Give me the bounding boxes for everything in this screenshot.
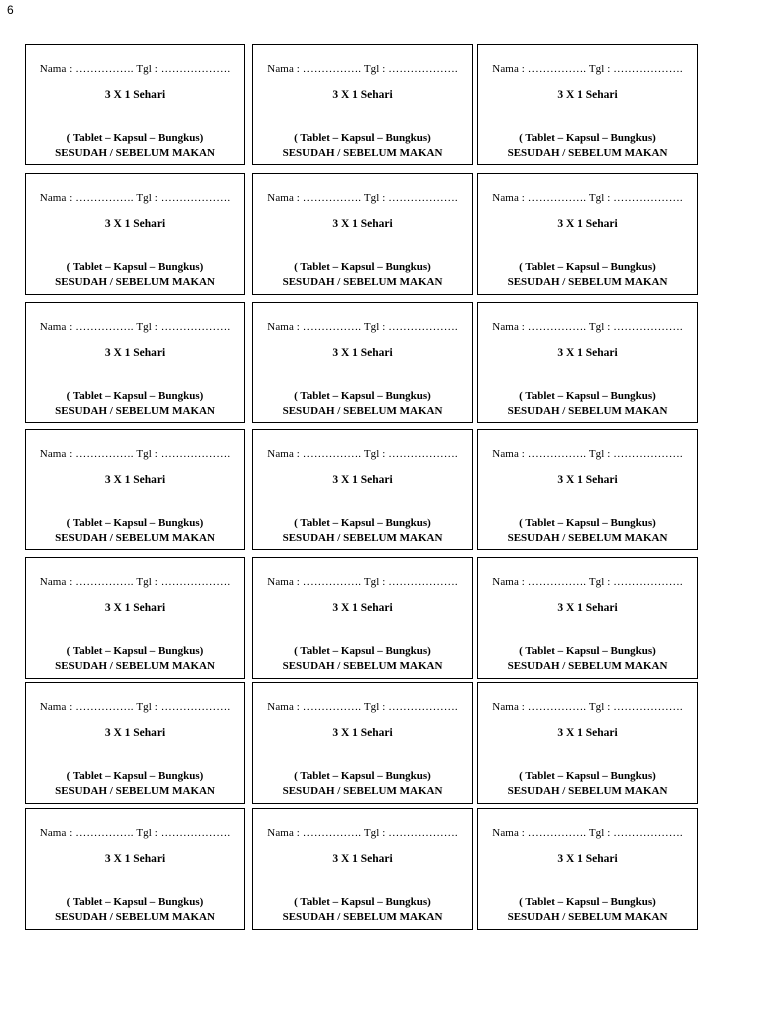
medicine-label: [25, 44, 245, 165]
meal-timing-text: SESUDAH / SEBELUM MAKAN: [55, 276, 215, 288]
date-field-label: Tgl : ……………….: [588, 192, 683, 204]
medicine-label: [477, 429, 698, 550]
name-date-line: [26, 448, 244, 460]
name-field-label: Nama : …………….: [267, 701, 362, 713]
meal-timing-text: SESUDAH / SEBELUM MAKAN: [507, 660, 668, 672]
medicine-form-text: ( Tablet – Kapsul – Bungkus): [294, 645, 431, 657]
name-date-line: [478, 321, 697, 333]
date-field-label: Tgl : ……………….: [363, 63, 458, 75]
date-field-label: Tgl : ……………….: [136, 576, 231, 588]
name-field-label: Nama : …………….: [267, 321, 362, 333]
medicine-form-text: ( Tablet – Kapsul – Bungkus): [66, 770, 204, 782]
medicine-label: [477, 44, 698, 165]
meal-timing-text: SESUDAH / SEBELUM MAKAN: [282, 911, 443, 923]
name-date-line: [26, 321, 244, 333]
dosage-text: 3 X 1 Sehari: [104, 602, 166, 614]
name-date-line: [253, 63, 472, 75]
name-field-label: Nama : …………….: [267, 63, 362, 75]
date-field-label: Tgl : ……………….: [363, 576, 458, 588]
dosage-text: 3 X 1 Sehari: [557, 853, 618, 865]
meal-timing-text: SESUDAH / SEBELUM MAKAN: [55, 911, 215, 923]
medicine-form-text: ( Tablet – Kapsul – Bungkus): [519, 261, 656, 273]
dosage-text: 3 X 1 Sehari: [332, 218, 393, 230]
name-date-line: [253, 827, 472, 839]
date-field-label: Tgl : ……………….: [363, 192, 458, 204]
name-field-label: Nama : …………….: [492, 576, 587, 588]
name-field-label: Nama : …………….: [492, 701, 587, 713]
dosage-text: 3 X 1 Sehari: [332, 347, 393, 359]
date-field-label: Tgl : ……………….: [588, 576, 683, 588]
date-field-label: Tgl : ……………….: [136, 321, 231, 333]
meal-timing-text: SESUDAH / SEBELUM MAKAN: [282, 276, 443, 288]
meal-timing-text: SESUDAH / SEBELUM MAKAN: [507, 911, 668, 923]
dosage-text: 3 X 1 Sehari: [332, 89, 393, 101]
meal-timing-text: SESUDAH / SEBELUM MAKAN: [55, 660, 215, 672]
dosage-text: 3 X 1 Sehari: [332, 602, 393, 614]
name-date-line: [478, 192, 697, 204]
medicine-label: [252, 302, 473, 423]
date-field-label: Tgl : ……………….: [136, 448, 231, 460]
meal-timing-text: SESUDAH / SEBELUM MAKAN: [507, 405, 668, 417]
meal-timing-text: SESUDAH / SEBELUM MAKAN: [55, 785, 215, 797]
meal-timing-text: SESUDAH / SEBELUM MAKAN: [507, 147, 668, 159]
meal-timing-text: SESUDAH / SEBELUM MAKAN: [282, 532, 443, 544]
medicine-label: [25, 808, 245, 930]
medicine-form-text: ( Tablet – Kapsul – Bungkus): [66, 517, 204, 529]
name-date-line: [253, 192, 472, 204]
date-field-label: Tgl : ……………….: [136, 63, 231, 75]
name-date-line: [26, 827, 244, 839]
date-field-label: Tgl : ……………….: [363, 448, 458, 460]
dosage-text: 3 X 1 Sehari: [332, 474, 393, 486]
dosage-text: 3 X 1 Sehari: [104, 474, 166, 486]
dosage-text: 3 X 1 Sehari: [557, 347, 618, 359]
name-date-line: [478, 448, 697, 460]
medicine-form-text: ( Tablet – Kapsul – Bungkus): [519, 390, 656, 402]
name-date-line: [26, 576, 244, 588]
name-field-label: Nama : …………….: [267, 827, 362, 839]
medicine-form-text: ( Tablet – Kapsul – Bungkus): [519, 770, 656, 782]
dosage-text: 3 X 1 Sehari: [557, 602, 618, 614]
medicine-form-text: ( Tablet – Kapsul – Bungkus): [519, 517, 656, 529]
medicine-form-text: ( Tablet – Kapsul – Bungkus): [66, 390, 204, 402]
date-field-label: Tgl : ……………….: [136, 192, 231, 204]
meal-timing-text: SESUDAH / SEBELUM MAKAN: [282, 147, 443, 159]
medicine-form-text: ( Tablet – Kapsul – Bungkus): [519, 132, 656, 144]
name-field-label: Nama : …………….: [39, 321, 134, 333]
medicine-label: [252, 44, 473, 165]
dosage-text: 3 X 1 Sehari: [332, 853, 393, 865]
name-field-label: Nama : …………….: [267, 448, 362, 460]
name-date-line: [478, 701, 697, 713]
name-field-label: Nama : …………….: [267, 192, 362, 204]
medicine-label: [477, 173, 698, 295]
name-field-label: Nama : …………….: [39, 192, 134, 204]
medicine-label: [25, 429, 245, 550]
date-field-label: Tgl : ……………….: [136, 827, 231, 839]
dosage-text: 3 X 1 Sehari: [104, 727, 166, 739]
name-field-label: Nama : …………….: [39, 63, 134, 75]
dosage-text: 3 X 1 Sehari: [104, 853, 166, 865]
medicine-label: [252, 173, 473, 295]
date-field-label: Tgl : ……………….: [363, 321, 458, 333]
name-field-label: Nama : …………….: [39, 448, 134, 460]
name-field-label: Nama : …………….: [492, 321, 587, 333]
dosage-text: 3 X 1 Sehari: [104, 218, 166, 230]
medicine-form-text: ( Tablet – Kapsul – Bungkus): [66, 645, 204, 657]
medicine-form-text: ( Tablet – Kapsul – Bungkus): [294, 132, 431, 144]
dosage-text: 3 X 1 Sehari: [557, 474, 618, 486]
meal-timing-text: SESUDAH / SEBELUM MAKAN: [55, 405, 215, 417]
medicine-label: [477, 557, 698, 679]
date-field-label: Tgl : ……………….: [363, 827, 458, 839]
name-date-line: [26, 701, 244, 713]
date-field-label: Tgl : ……………….: [588, 321, 683, 333]
date-field-label: Tgl : ……………….: [363, 701, 458, 713]
medicine-label: [252, 808, 473, 930]
medicine-form-text: ( Tablet – Kapsul – Bungkus): [294, 896, 431, 908]
name-field-label: Nama : …………….: [39, 576, 134, 588]
meal-timing-text: SESUDAH / SEBELUM MAKAN: [282, 785, 443, 797]
dosage-text: 3 X 1 Sehari: [104, 347, 166, 359]
name-field-label: Nama : …………….: [492, 192, 587, 204]
medicine-form-text: ( Tablet – Kapsul – Bungkus): [294, 517, 431, 529]
date-field-label: Tgl : ……………….: [588, 827, 683, 839]
meal-timing-text: SESUDAH / SEBELUM MAKAN: [507, 532, 668, 544]
name-date-line: [26, 192, 244, 204]
meal-timing-text: SESUDAH / SEBELUM MAKAN: [507, 276, 668, 288]
medicine-form-text: ( Tablet – Kapsul – Bungkus): [519, 896, 656, 908]
name-date-line: [478, 827, 697, 839]
medicine-form-text: ( Tablet – Kapsul – Bungkus): [294, 261, 431, 273]
medicine-label: [25, 682, 245, 804]
medicine-label: [25, 557, 245, 679]
dosage-text: 3 X 1 Sehari: [557, 218, 618, 230]
dosage-text: 3 X 1 Sehari: [332, 727, 393, 739]
name-date-line: [253, 576, 472, 588]
medicine-form-text: ( Tablet – Kapsul – Bungkus): [294, 390, 431, 402]
name-date-line: [478, 63, 697, 75]
date-field-label: Tgl : ……………….: [588, 701, 683, 713]
meal-timing-text: SESUDAH / SEBELUM MAKAN: [55, 532, 215, 544]
dosage-text: 3 X 1 Sehari: [104, 89, 166, 101]
medicine-label: [252, 557, 473, 679]
dosage-text: 3 X 1 Sehari: [557, 727, 618, 739]
medicine-label: [25, 302, 245, 423]
name-date-line: [253, 448, 472, 460]
name-field-label: Nama : …………….: [492, 448, 587, 460]
name-date-line: [253, 321, 472, 333]
meal-timing-text: SESUDAH / SEBELUM MAKAN: [507, 785, 668, 797]
name-date-line: [253, 701, 472, 713]
name-field-label: Nama : …………….: [492, 63, 587, 75]
name-date-line: [26, 63, 244, 75]
name-date-line: [478, 576, 697, 588]
medicine-form-text: ( Tablet – Kapsul – Bungkus): [294, 770, 431, 782]
medicine-label: [477, 808, 698, 930]
medicine-label: [252, 429, 473, 550]
name-field-label: Nama : …………….: [39, 701, 134, 713]
medicine-label: [25, 173, 245, 295]
date-field-label: Tgl : ……………….: [588, 63, 683, 75]
dosage-text: 3 X 1 Sehari: [557, 89, 618, 101]
name-field-label: Nama : …………….: [39, 827, 134, 839]
medicine-form-text: ( Tablet – Kapsul – Bungkus): [519, 645, 656, 657]
meal-timing-text: SESUDAH / SEBELUM MAKAN: [282, 660, 443, 672]
meal-timing-text: SESUDAH / SEBELUM MAKAN: [55, 147, 215, 159]
page-number: 6: [7, 3, 14, 17]
date-field-label: Tgl : ……………….: [588, 448, 683, 460]
medicine-label: [477, 682, 698, 804]
medicine-form-text: ( Tablet – Kapsul – Bungkus): [66, 896, 204, 908]
name-field-label: Nama : …………….: [492, 827, 587, 839]
medicine-label: [477, 302, 698, 423]
date-field-label: Tgl : ……………….: [136, 701, 231, 713]
medicine-form-text: ( Tablet – Kapsul – Bungkus): [66, 261, 204, 273]
medicine-label: [252, 682, 473, 804]
meal-timing-text: SESUDAH / SEBELUM MAKAN: [282, 405, 443, 417]
medicine-form-text: ( Tablet – Kapsul – Bungkus): [66, 132, 204, 144]
name-field-label: Nama : …………….: [267, 576, 362, 588]
